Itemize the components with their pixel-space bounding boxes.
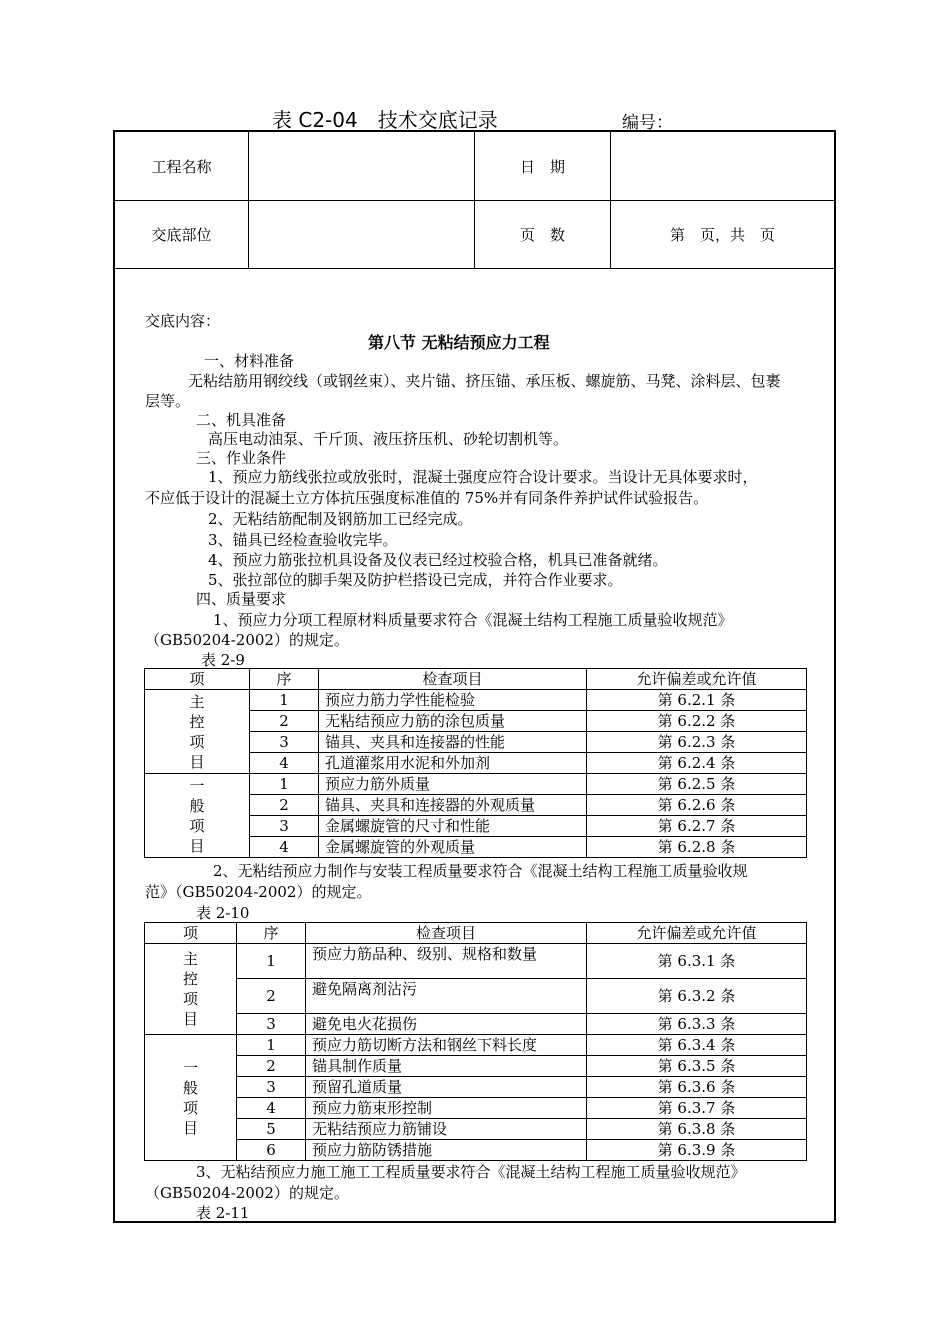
table-row [145,979,807,1014]
value-cell: 第 6.2.1 条 [587,690,807,711]
item-cell: 预应力筋切断方法和钢丝下料长度 [306,1035,587,1056]
item-cell: 金属螺旋管的外观质量 [319,837,587,858]
col-header: 允许偏差或允许值 [587,669,807,690]
part-label: 交底部位 [151,226,212,244]
table-row [145,1119,807,1140]
table-caption: 表 2-9 [201,651,245,669]
value-cell: 第 6.3.6 条 [587,1077,807,1098]
text-line: 2、无粘结筋配制及钢筋加工已经完成。 [208,510,473,528]
text-line: 层等。 [145,392,191,410]
item-cell: 预留孔道质量 [306,1077,587,1098]
text-line: 1、预应力分项工程原材料质量要求符合《混凝土结构工程施工质量验收规范》 [213,611,733,629]
item-cell: 预应力筋品种、级别、规格和数量 [306,944,587,979]
seq-cell: 1 [237,1035,306,1056]
text-line: 一、材料准备 [204,352,295,370]
col-header: 项 [145,923,237,944]
item-cell: 避免隔离剂沾污 [306,979,587,1014]
table-row [145,1140,807,1161]
date-field[interactable] [611,132,834,200]
section-title: 第八节 无粘结预应力工程 [368,333,550,352]
value-cell: 第 6.3.5 条 [587,1056,807,1077]
item-cell: 预应力筋束形控制 [306,1098,587,1119]
seq-cell: 4 [250,837,319,858]
content-label: 交底内容： [145,312,221,330]
value-cell: 第 6.2.8 条 [587,837,807,858]
table-row [145,1014,807,1035]
table-row [145,1056,807,1077]
seq-cell: 4 [250,753,319,774]
value-cell: 第 6.3.7 条 [587,1098,807,1119]
value-cell: 第 6.3.9 条 [587,1140,807,1161]
seq-cell: 6 [237,1140,306,1161]
table-row [145,1077,807,1098]
seq-cell: 1 [250,774,319,795]
text-line: 5、张拉部位的脚手架及防护栏搭设已完成，并符合作业要求。 [208,571,623,589]
project-name-label: 工程名称 [151,157,212,176]
text-line: 二、机具准备 [196,411,287,429]
value-cell: 第 6.2.5 条 [587,774,807,795]
table-header-row [145,669,807,690]
seq-cell: 2 [237,979,306,1014]
col-header: 序 [250,669,319,690]
group-main-control: 主 控 项 目 [145,690,250,774]
group-general: 一 般 项 目 [145,1035,237,1161]
col-header: 检查项目 [319,669,587,690]
text-line: （GB50204-2002）的规定。 [145,631,349,649]
text-line: 无粘结筋用钢绞线（或钢丝束）、夹片锚、挤压锚、承压板、螺旋筋、马凳、涂料层、包裹 [188,372,781,390]
table-row [145,774,807,795]
text-line: 四、质量要求 [196,590,287,608]
item-cell: 无粘结预应力筋铺设 [306,1119,587,1140]
value-cell: 第 6.3.8 条 [587,1119,807,1140]
group-main-control: 主 控 项 目 [145,944,237,1035]
value-cell: 第 6.2.6 条 [587,795,807,816]
seq-cell: 2 [250,711,319,732]
seq-cell: 2 [237,1056,306,1077]
pages-value: 第 页，共 页 [669,226,775,244]
table-row [145,1035,807,1056]
table-row [145,1098,807,1119]
item-cell: 预应力筋外质量 [319,774,587,795]
item-cell: 预应力筋力学性能检验 [319,690,587,711]
seq-cell: 1 [250,690,319,711]
seq-cell: 2 [250,795,319,816]
col-header: 序 [237,923,306,944]
text-line: 4、预应力筋张拉机具设备及仪表已经过校验合格，机具已准备就绪。 [208,551,668,569]
project-name-field[interactable] [249,132,474,200]
text-line: 3、无粘结预应力施工施工工程质量要求符合《混凝土结构工程施工质量验收规范》 [196,1163,746,1181]
item-cell: 锚具、夹具和连接器的性能 [319,732,587,753]
number-label: 编号： [622,113,673,133]
value-cell: 第 6.2.4 条 [587,753,807,774]
table-caption: 表 2-11 [196,1204,250,1222]
seq-cell: 3 [237,1077,306,1098]
col-header: 允许偏差或允许值 [587,923,807,944]
item-cell: 孔道灌浆用水泥和外加剂 [319,753,587,774]
table-row [145,690,807,711]
value-cell: 第 6.2.7 条 [587,816,807,837]
grid-line [113,268,836,269]
seq-cell: 3 [250,816,319,837]
col-header: 检查项目 [306,923,587,944]
text-line: （GB50204-2002）的规定。 [145,1184,349,1202]
group-general: 一 般 项 目 [145,774,250,858]
item-cell: 无粘结预应力筋的涂包质量 [319,711,587,732]
item-cell: 锚具制作质量 [306,1056,587,1077]
value-cell: 第 6.3.3 条 [587,1014,807,1035]
quality-table-2-9 [144,668,807,858]
pages-label: 页 数 [519,226,565,244]
document-title: 表 C2-04 技术交底记录 [272,108,498,132]
seq-cell: 3 [237,1014,306,1035]
item-cell: 金属螺旋管的尺寸和性能 [319,816,587,837]
text-line: 1、预应力筋线张拉或放张时，混凝土强度应符合设计要求。当设计无具体要求时， [208,468,758,486]
table-header-row [145,923,807,944]
table-caption: 表 2-10 [196,904,250,922]
table-row [145,944,807,979]
item-cell: 锚具、夹具和连接器的外观质量 [319,795,587,816]
text-line: 范》（GB50204-2002）的规定。 [145,883,372,901]
item-cell: 预应力筋防锈措施 [306,1140,587,1161]
text-line: 不应低于设计的混凝土立方体抗压强度标准值的 75%并有同条件养护试件试验报告。 [145,489,709,507]
seq-cell: 1 [237,944,306,979]
seq-cell: 4 [237,1098,306,1119]
value-cell: 第 6.3.2 条 [587,979,807,1014]
text-line: 高压电动油泵、千斤顶、液压挤压机、砂轮切割机等。 [208,430,569,448]
value-cell: 第 6.3.4 条 [587,1035,807,1056]
text-line: 三、作业条件 [196,449,287,467]
seq-cell: 5 [237,1119,306,1140]
value-cell: 第 6.2.2 条 [587,711,807,732]
item-cell: 避免电火花损伤 [306,1014,587,1035]
seq-cell: 3 [250,732,319,753]
quality-table-2-10 [144,922,807,1161]
value-cell: 第 6.2.3 条 [587,732,807,753]
text-line: 2、无粘结预应力制作与安装工程质量要求符合《混凝土结构工程施工质量验收规 [213,862,748,880]
value-cell: 第 6.3.1 条 [587,944,807,979]
date-label: 日 期 [519,157,565,176]
col-header: 项 [145,669,250,690]
part-field[interactable] [249,201,474,268]
text-line: 3、锚具已经检查验收完毕。 [208,531,398,549]
